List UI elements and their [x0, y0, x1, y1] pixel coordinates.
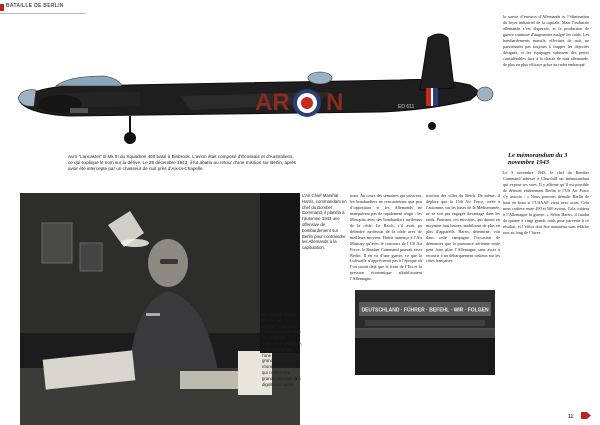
tail-fin — [420, 34, 454, 90]
nose-glazing — [18, 90, 36, 107]
page-arrow — [581, 412, 591, 419]
page-number: 11 — [568, 414, 574, 420]
rally-banner-text: DEUTSCHLAND · FÜHRER · BEFEHL · WIR · FOLGEN — [361, 307, 489, 314]
header-rule — [0, 13, 86, 14]
harris-caption: L’Air Chief Marshal Harris, commandant en chef du Bomber Command, il planifia à l’automne 1943 une offensive de bombardement sur Berlin pour contraindre les Allemands à la capitulation. — [302, 193, 347, 251]
serial-number: ED 611 — [398, 104, 415, 110]
nose-art — [70, 108, 88, 113]
roundel-inner — [301, 97, 313, 109]
lancaster-illustration — [0, 30, 500, 150]
sportpalast-photo — [355, 290, 495, 375]
code-letter-right: N — [326, 89, 344, 116]
rally-scene — [355, 290, 495, 375]
body-column-2: tions. Au cours des semaines qui suivirent, les bombardiers ne rencontrèrent que peu d’opposition et les Allemands ne manquèrent pas de rapidement réagir : les Mosquito avec des bombardiers au-dessus de la cible. Le Reich, s’il avait pu défendre au-dessus de la cible avec de meilleurs moyens. Harris annonça à l’Air Ministry qu’avec le concours de l’US Air Force, le Bomber Command pouvait raser Berlin. Il en va d’une guerre, ce que la Luftwaffe n’apprécierait pas à l’époque où l’on savait déjà que le front de l’Est et la pression économique affaiblissaient l’Allemagne. — [350, 193, 422, 282]
section-accent-bar — [0, 4, 4, 11]
photo-scene — [20, 193, 300, 425]
section-subhead: Le mémorandum du 3 novembre 1943 — [508, 152, 568, 167]
body-column-3: truction des villes du Reich. De même, il déplore que la 15th Air Force, créée à l’automne, sur les bases de la Méditerranée, ne se soit pas engagée davantage dans les raids. Pourtant, ces missions, qui durent en moyenne huit heures, mobilisent de plus en plus d’appareils. Harris, déterminé, voit dans cette campagne l’occasion de démontrer que la puissance aérienne seule peut faire plier l’Allemagne sans avoir à recourir à un débarquement coûteux sur les côtes françaises. — [426, 193, 500, 264]
fin-flash-blue — [433, 88, 438, 106]
fin-flash-white — [431, 88, 433, 106]
illustration-caption: Avro “Lancaster” B Mk III du Squadron 460 basé à Binbrook. L’avion était composé d’Écossais et d’Australiens, ce qui explique le nom sur la dérive. Le 29 décembre 1943, il fut abattu au retour d’une mission sur Berlin, après avoir été intercepté par un chasseur de nuit près d’Aix-la-Chapelle. — [68, 154, 297, 172]
body-column-4-bottom: Le 3 novembre 1943, le chef du Bomber Command adresse à Churchill un mémorandum qui expose ses vues. Il y affirme qu’il est possible de détruire entièrement Berlin si l’US Air Force s’y associe : « Nous pouvons démolir Berlin de bout en bout si l’USAAF vient avec nous. Cela nous coûtera entre 400 et 500 avions. Cela coûtera à l’Allemagne la guerre. » Selon Harris, il faudra de quinze à vingt grands raids pour parvenir à ce résultat, et l’effort doit être maintenu sans relâche tout au long de l’hiver. — [503, 170, 589, 235]
cockpit-canopy — [56, 76, 122, 86]
section-label: BATAILLE DE BERLIN — [6, 3, 64, 9]
code-letters-left: AR — [255, 89, 290, 116]
fin-flash-red — [426, 88, 431, 106]
sportpalast-caption: La capitale du IIIe Reich était un objectif hautement symbolique par bien des aspects, notamment politique, ici la Sportpalast, l’une des plus grandes salles de réunion de Berlin, qui connut une grande discours des dignitaires nazis. — [262, 312, 302, 387]
mid-upper-turret — [308, 72, 332, 84]
harris-photo — [20, 193, 300, 425]
rear-turret — [477, 87, 493, 101]
framed-picture — [42, 223, 72, 263]
body-column-4-top: la survie d’environ d’Allemands et l’élimination du foyer industriel de la capitale. Mais l’industrie allemande s’est dispersée, et la production de guerre continue d’augmenter malgré les raids. Les bombardements massifs, effectués de nuit, ne parviennent pas toujours à frapper les objectifs désignés, et les équipages subissent des pertes considérables face à la chasse de nuit allemande, de plus en plus efficace grâce au radar embarqué. — [503, 14, 589, 67]
landing-gear-wheel — [124, 132, 136, 144]
section-header — [0, 0, 600, 14]
